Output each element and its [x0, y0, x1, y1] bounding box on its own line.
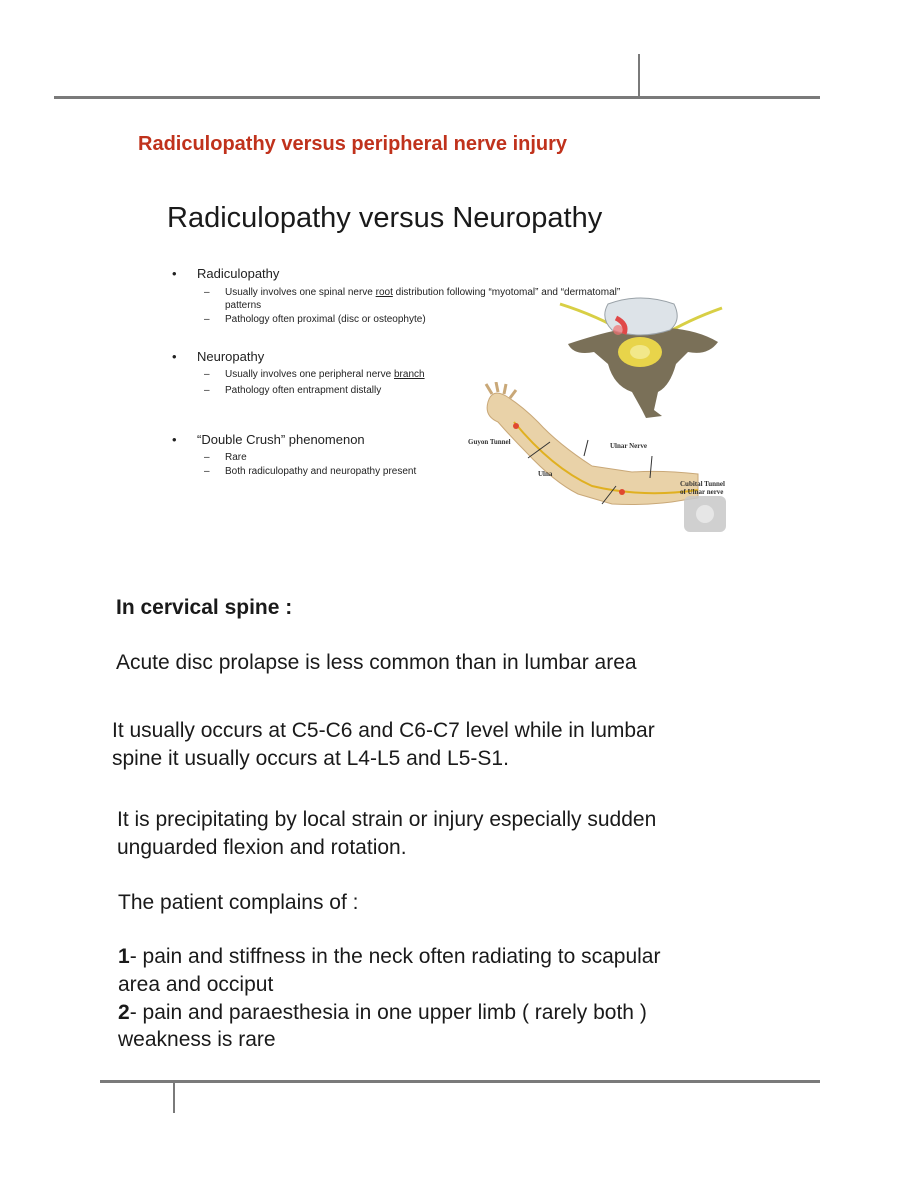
paragraph-levels-line-2: spine it usually occurs at L4-L5 and L5-S1.	[112, 747, 509, 770]
bullet-dot: •	[172, 349, 177, 364]
list-text: - pain and paraesthesia in one upper limb ( rarely both )	[129, 1001, 647, 1024]
bullet-dot: •	[172, 432, 177, 447]
dash: –	[204, 385, 210, 396]
sub-text: Usually involves one peripheral nerve	[225, 369, 394, 380]
bullet-heading: Radiculopathy	[197, 266, 280, 281]
list-item-1	[118, 943, 660, 971]
sub-text: Usually involves one spinal nerve	[225, 287, 376, 298]
cervical-spine-heading: In cervical spine :	[116, 596, 293, 619]
paragraph-disc-prolapse: Acute disc prolapse is less common than in lumbar area	[116, 651, 637, 674]
label-cubital-tunnel-2: of Ulnar nerve	[680, 488, 724, 496]
sub-text: distribution following “myotomal” and “dermatomal”	[392, 287, 621, 298]
sub-bullet	[204, 465, 417, 478]
list-item-1-continuation: area and occiput	[118, 973, 274, 996]
bullet-dot: •	[172, 266, 177, 281]
dash: –	[204, 314, 210, 325]
bullet-heading: Neuropathy	[197, 349, 265, 364]
sub-bullet-continuation: patterns	[225, 300, 262, 311]
sub-bullet	[204, 368, 425, 381]
list-item-2-continuation: weakness is rare	[118, 1028, 276, 1051]
paragraph-precipitation-line-1: It is precipitating by local strain or injury especially sudden	[117, 808, 657, 831]
list-number: 1	[118, 945, 130, 968]
label-guyon-tunnel: Guyon Tunnel	[468, 438, 511, 446]
sub-text-underlined: branch	[393, 369, 425, 380]
slide-title: Radiculopathy versus Neuropathy	[167, 202, 603, 234]
list-number: 2	[118, 1001, 130, 1024]
slide-image	[150, 186, 732, 538]
bullet-heading: “Double Crush” phenomenon	[197, 432, 365, 447]
header-divider-tick	[638, 54, 640, 98]
sub-bullet	[204, 451, 247, 464]
sub-text: Rare	[225, 452, 247, 463]
dash: –	[204, 452, 210, 463]
label-ulna: Ulna	[538, 470, 553, 478]
arm-ulnar-nerve-illustration	[462, 382, 732, 538]
sub-text-underlined: root	[375, 287, 393, 298]
paragraph-precipitation-line-2: unguarded flexion and rotation.	[117, 836, 407, 859]
sub-text: Pathology often entrapment distally	[225, 385, 382, 396]
sub-text: Both radiculopathy and neuropathy present	[225, 466, 417, 477]
bullet-neuropathy	[172, 349, 265, 364]
dash: –	[204, 466, 210, 477]
footer-divider-tick	[173, 1082, 175, 1113]
list-item-2	[118, 999, 647, 1027]
label-ulnar-nerve: Ulnar Nerve	[610, 442, 647, 450]
sub-bullet	[204, 384, 382, 397]
sub-bullet	[204, 313, 426, 326]
sub-text: Pathology often proximal (disc or osteophyte)	[225, 314, 426, 325]
list-text: - pain and stiffness in the neck often radiating to scapular	[129, 945, 661, 968]
label-cubital-tunnel: Cubital Tunnel	[680, 480, 725, 488]
paragraph-complaints-intro: The patient complains of :	[118, 891, 359, 914]
footer-rule	[100, 1080, 820, 1083]
dash: –	[204, 369, 210, 380]
bullet-radiculopathy	[172, 266, 280, 281]
header-rule	[54, 96, 820, 99]
paragraph-levels-line-1: It usually occurs at C5-C6 and C6-C7 level while in lumbar	[112, 719, 655, 742]
section-title: Radiculopathy versus peripheral nerve injury	[138, 133, 568, 155]
bullet-double-crush	[172, 432, 365, 447]
dash: –	[204, 287, 210, 298]
